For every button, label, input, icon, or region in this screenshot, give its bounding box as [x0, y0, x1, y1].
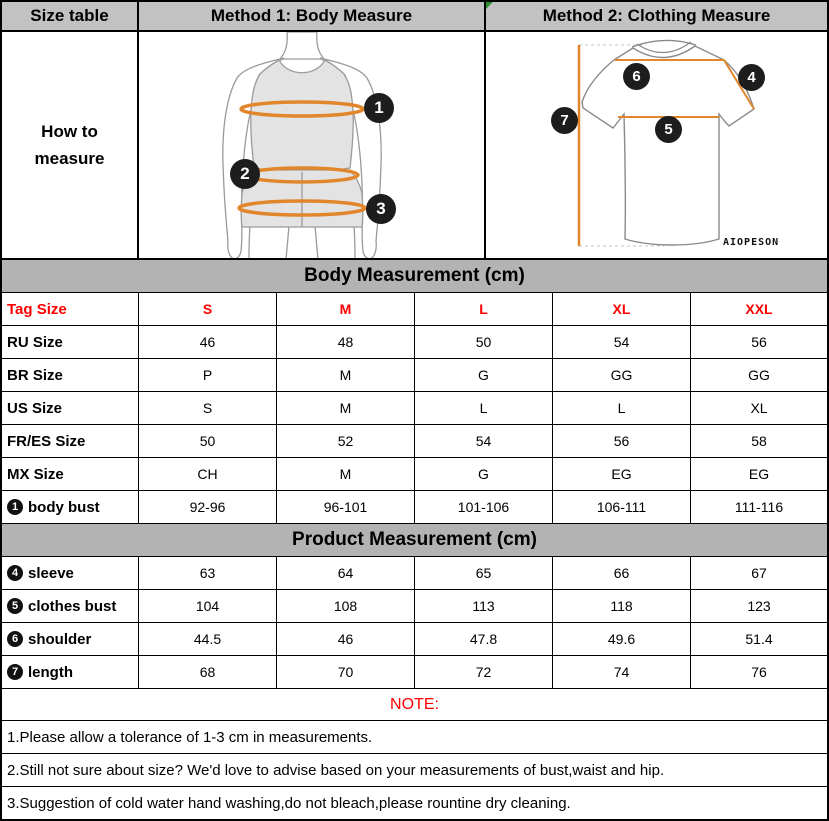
fres-size-l: 54 — [415, 425, 553, 457]
mx-size-l: G — [415, 458, 553, 490]
notes-section — [2, 689, 827, 819]
body-bust-label: 1 body bust — [2, 491, 139, 523]
br-size-label: BR Size — [2, 359, 139, 391]
table-row-fres-size — [2, 425, 827, 458]
clothes-bust-l: 113 — [415, 590, 553, 622]
method1-header — [139, 2, 486, 30]
us-size-s: S — [139, 392, 277, 424]
clothes-bust-xxl: 123 — [747, 598, 771, 614]
shoulder-s: 44.5 — [139, 623, 277, 655]
body-measure-diagram — [139, 32, 486, 258]
sleeve-xl: 66 — [553, 557, 691, 589]
marker-5-number: 5 — [664, 121, 673, 138]
ru-size-l: 50 — [415, 326, 553, 358]
br-size-xl: GG — [553, 359, 691, 391]
us-size-l: L — [415, 392, 553, 424]
sleeve-xxl: 67 — [751, 565, 767, 581]
ru-size-m: 48 — [277, 326, 415, 358]
body-bust-xl: 106-111 — [553, 491, 691, 523]
marker-2-waist — [230, 159, 260, 189]
us-size-xxl: XL — [750, 400, 768, 416]
length-xxl: 76 — [751, 664, 767, 680]
tag-size-m: M — [277, 293, 415, 325]
tag-size-xl: XL — [553, 293, 691, 325]
marker-3-hip — [366, 194, 396, 224]
body-bust-l: 101-106 — [415, 491, 553, 523]
table-row-ru-size — [2, 326, 827, 359]
tag-size-label: Tag Size — [2, 293, 139, 325]
ru-size-label: RU Size — [2, 326, 139, 358]
right-leg-shape — [315, 226, 355, 258]
shoulder-xl: 49.6 — [553, 623, 691, 655]
circled-6-icon: 6 — [7, 631, 23, 647]
circled-1-icon: 1 — [7, 499, 23, 515]
body-bust-m: 96-101 — [277, 491, 415, 523]
tag-size-l: L — [415, 293, 553, 325]
fres-size-label: FR/ES Size — [2, 425, 139, 457]
fres-size-s: 50 — [139, 425, 277, 457]
note-title: NOTE: — [2, 689, 827, 721]
marker-1-bust — [364, 93, 394, 123]
body-measurement-title — [2, 260, 827, 293]
marker-2-number: 2 — [240, 164, 250, 183]
tag-size-s: S — [139, 293, 277, 325]
mx-size-xxl: EG — [748, 466, 770, 482]
size-table-label: Size table — [30, 6, 109, 25]
table-row-shoulder — [2, 623, 827, 656]
body-bust-s: 92-96 — [139, 491, 277, 523]
length-xl: 74 — [553, 656, 691, 688]
sleeve-l: 65 — [415, 557, 553, 589]
sleeve-m: 64 — [277, 557, 415, 589]
circled-5-icon: 5 — [7, 598, 23, 614]
br-size-m: M — [277, 359, 415, 391]
mx-size-xl: EG — [553, 458, 691, 490]
shoulder-l: 47.8 — [415, 623, 553, 655]
how-to-measure-row — [2, 32, 827, 260]
table-row-us-size — [2, 392, 827, 425]
note-item-1: 1.Please allow a tolerance of 1-3 cm in measurements. — [2, 721, 827, 754]
body-measurement-title-text: Body Measurement (cm) — [304, 265, 525, 286]
how-to-measure-cell — [2, 32, 139, 258]
cell-corner-mark — [486, 2, 493, 9]
marker-3-number: 3 — [376, 199, 386, 218]
table-row-clothes-bust — [2, 590, 827, 623]
mx-size-m: M — [277, 458, 415, 490]
sleeve-label: 4 sleeve — [2, 557, 139, 589]
ru-size-s: 46 — [139, 326, 277, 358]
us-size-label: US Size — [2, 392, 139, 424]
shoulder-xxl: 51.4 — [745, 631, 773, 647]
body-figure-illustration — [139, 32, 484, 258]
length-label: 7 length — [2, 656, 139, 688]
us-size-m: M — [277, 392, 415, 424]
length-s: 68 — [139, 656, 277, 688]
marker-1-number: 1 — [374, 98, 384, 117]
top-header-row — [2, 2, 827, 32]
circled-4-icon: 4 — [7, 565, 23, 581]
mx-size-s: CH — [139, 458, 277, 490]
tag-size-row — [2, 293, 827, 326]
br-size-xxl: GG — [748, 367, 770, 383]
marker-7-length — [551, 107, 578, 134]
product-measurement-title-text: Product Measurement (cm) — [292, 529, 537, 550]
marker-7-number: 7 — [560, 112, 569, 129]
us-size-xl: L — [553, 392, 691, 424]
product-measurement-title — [2, 524, 827, 557]
note-item-2: 2.Still not sure about size? We'd love to advise based on your measurements of bust,waist and hip. — [2, 754, 827, 787]
marker-4-sleeve — [738, 64, 765, 91]
tag-size-xxl: XXL — [745, 301, 773, 317]
ru-size-xl: 54 — [553, 326, 691, 358]
clothes-bust-s: 104 — [139, 590, 277, 622]
collar-back-arc — [632, 40, 696, 47]
note-item-3: 3.Suggestion of cold water hand washing,do not bleach,please rountine dry cleaning. — [7, 794, 571, 812]
tshirt-body-shape — [582, 46, 754, 245]
marker-5-chest — [655, 116, 682, 143]
method1-label: Method 1: Body Measure — [210, 6, 413, 25]
fres-size-xxl: 58 — [751, 433, 767, 449]
br-size-s: P — [139, 359, 277, 391]
clothes-bust-m: 108 — [277, 590, 415, 622]
table-row-mx-size — [2, 458, 827, 491]
length-m: 70 — [277, 656, 415, 688]
br-size-l: G — [415, 359, 553, 391]
sleeve-s: 63 — [139, 557, 277, 589]
ru-size-xxl: 56 — [751, 334, 767, 350]
clothing-measure-diagram — [486, 32, 827, 258]
shoulder-m: 46 — [277, 623, 415, 655]
shoulder-label: 6 shoulder — [2, 623, 139, 655]
clothes-bust-label: 5 clothes bust — [2, 590, 139, 622]
marker-4-number: 4 — [747, 69, 756, 86]
fres-size-xl: 56 — [553, 425, 691, 457]
table-row-sleeve — [2, 557, 827, 590]
table-row-br-size — [2, 359, 827, 392]
how-to-measure-label: How to measure — [34, 121, 105, 168]
marker-6-shoulder — [623, 63, 650, 90]
marker-6-number: 6 — [632, 68, 641, 85]
brand-label: AIOPESON — [723, 237, 780, 248]
tshirt-illustration — [486, 32, 827, 258]
mx-size-label: MX Size — [2, 458, 139, 490]
length-l: 72 — [415, 656, 553, 688]
body-bust-xxl: 111-116 — [734, 499, 784, 515]
method2-header — [486, 2, 827, 30]
method2-label: Method 2: Clothing Measure — [542, 6, 771, 25]
table-row-body-bust — [2, 491, 827, 524]
table-row-length — [2, 656, 827, 689]
left-leg-shape — [249, 226, 289, 258]
circled-7-icon: 7 — [7, 664, 23, 680]
neck-shape — [280, 32, 324, 59]
clothes-bust-xl: 118 — [553, 590, 691, 622]
fres-size-m: 52 — [277, 425, 415, 457]
size-table-header — [2, 2, 139, 30]
